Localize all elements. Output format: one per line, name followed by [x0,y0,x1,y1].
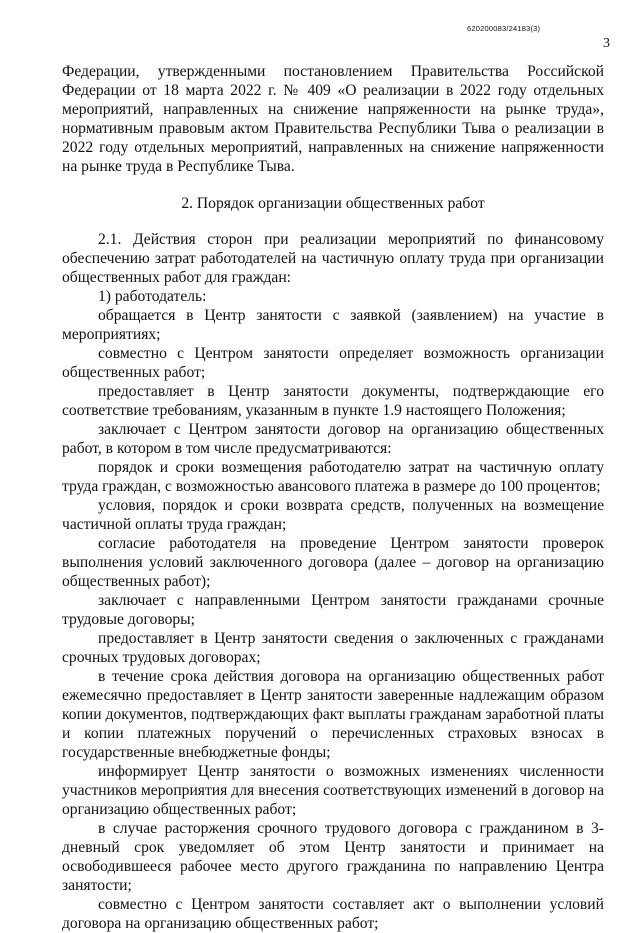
paragraph: порядок и сроки возмещения работодателю затрат на частичную оплату труда граждан, с возможностью авансового платежа в размере до 100 процентов; [62,459,604,495]
paragraph: совместно с Центром занятости составляет акт о выполнении условий договора на организацию общественных работ; [62,896,604,932]
paragraph: условия, порядок и сроки возврата средств, полученных на возмещение частичной оплаты труда граждан; [62,497,604,533]
paragraph: предоставляет в Центр занятости сведения о заключенных с гражданами срочных трудовых договорах; [62,630,604,666]
paragraph: 1) работодатель: [98,288,207,305]
paragraph: информирует Центр занятости о возможных изменениях численности участников мероприятия для внесения соответствующих изменений в договор на организацию общественных работ; [62,763,604,818]
document-id: 620200083/24183(3) [467,24,541,33]
paragraph: совместно с Центром занятости определяет возможность организации общественных работ; [62,345,604,381]
page-number: 3 [603,36,610,51]
document-body [62,62,604,933]
section-title: 2. Порядок организации общественных работ [181,195,485,212]
paragraph: обращается в Центр занятости с заявкой (заявлением) на участие в мероприятиях; [62,307,604,343]
paragraph: согласие работодателя на проведение Центром занятости проверок выполнения условий заключенного договора (далее – договор на организацию общественных работ); [62,535,604,590]
paragraph: предоставляет в Центр занятости документы, подтверждающие его соответствие требованиям, указанным в пункте 1.9 настоящего Положения; [62,383,604,419]
paragraph: в течение срока действия договора на организацию общественных работ ежемесячно предоставляет в Центр занятости заверенные надлежащим образом копии документов, подтверждающих факт выплаты гражданам заработной платы и копии платежных поручений о перечисленных страховых взносах в государственные внебюджетные фонды; [62,668,604,761]
paragraph: 2.1. Действия сторон при реализации мероприятий по финансовому обеспечению затрат работодателей на частичную оплату труда при организации общественных работ для граждан: [62,231,604,286]
intro-paragraph: Федерации, утвержденными постановлением Правительства Российской Федерации от 18 марта 2022 г. № 409 «О реализации в 2022 году отдельных мероприятий, направленных на снижение напряженности на рынке труда», нормативным правовым актом Правительства Республики Тыва о реализации в 2022 году отдельных мероприятий, направленных на снижение напряженности на рынке труда в Республике Тыва. [62,63,604,175]
paragraph: заключает с Центром занятости договор на организацию общественных работ, в котором в том числе предусматриваются: [62,421,604,457]
paragraph: заключает с направленными Центром занятости гражданами срочные трудовые договоры; [62,592,604,628]
paragraph: в случае расторжения срочного трудового договора с гражданином в 3-дневный срок уведомляет об этом Центр занятости и принимает на освободившееся рабочее место другого гражданина по направлению Центра занятости; [62,820,604,894]
